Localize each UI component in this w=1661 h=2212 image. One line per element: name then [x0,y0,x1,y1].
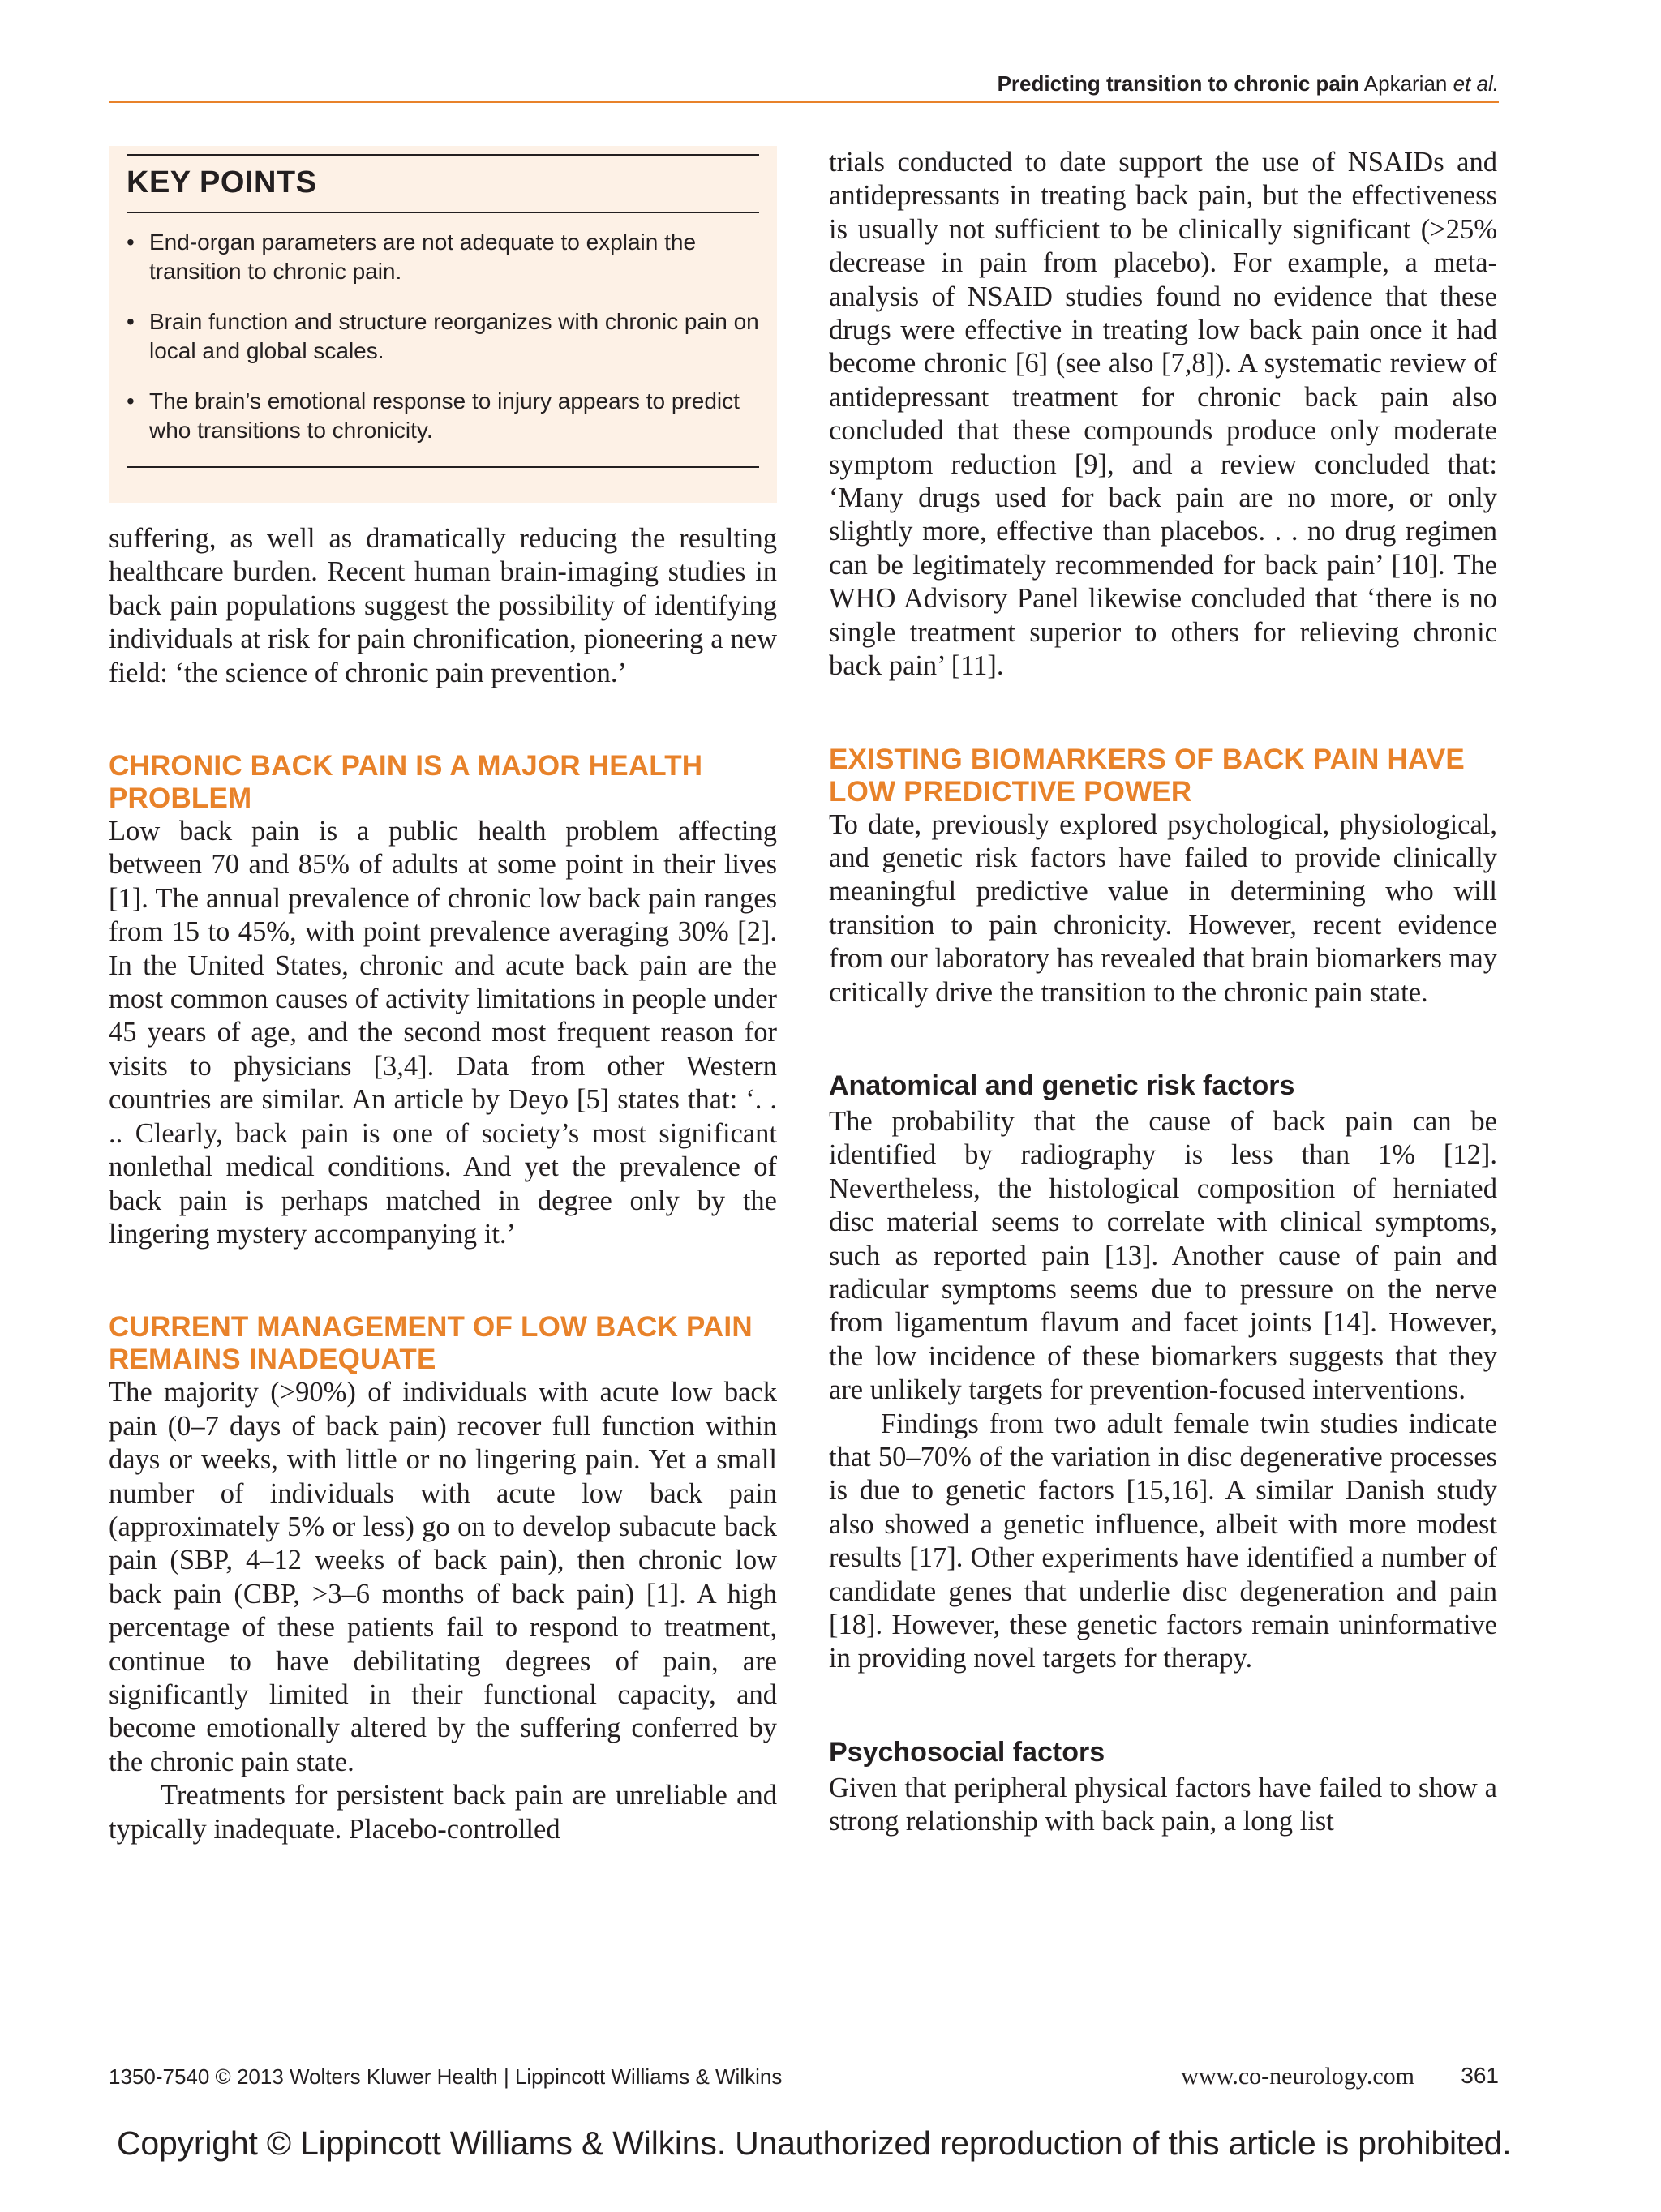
key-points-bottom-rule [127,466,759,468]
subsection-heading-anatomical-genetic: Anatomical and genetic risk factors [829,1070,1295,1101]
footer-website: www.co-neurology.com [1181,2063,1414,2090]
key-points-box [109,146,777,503]
continued-paragraph: trials conducted to date support the use of NSAIDs and antidepressants in treating back pain, but the effectiveness is usually not sufficient to be clinically significant (>25% decrease in pain from placebo). For example, a meta-analysis of NSAID studies found no evidence that these drugs were effective in treating low back pain once it had become chronic [6] (see also [7,8]). A systematic review of antidepressant treatment for chronic back pain also concluded that these compounds produce only moderate symptom reduction [9], and a review concluded that: ‘Many drugs used for back pain are no more, or only slightly more, effective than placebos. . . no drug regimen can be legitimately recommended for back pain’ [10]. The WHO Advisory Panel likewise concluded that ‘there is no single treatment superior to others for relieving chronic back pain’ [11]. [829,147,1497,682]
running-head-etal: et al. [1453,71,1499,96]
section-paragraph: The majority (>90%) of individuals with acute low back pain (0–7 days of back pain) recover full function within days or weeks, with little or no lingering pain. Yet a small number of individuals with acute low back pain (approximately 5% or less) go on to develop subacute back pain (SBP, 4–12 weeks of back pain), then chronic low back pain (CBP, >3–6 months of back pain) [1]. A high percentage of these patients fail to respond to treatment, continue to have debilitating degrees of pain, are significantly limited in their functional capacity, and become emotionally altered by the suffering conferred by the chronic pain state. [109,1377,777,1777]
key-points-title: KEY POINTS [127,165,317,199]
section-paragraph: Treatments for persistent back pain are unreliable and typically inadequate. Placebo-controlled [109,1780,777,1845]
section-paragraph: Low back pain is a public health problem affecting between 70 and 85% of adults at some point in their lives [1]. The annual prevalence of chronic low back pain ranges from 15 to 45%, with point prevalence averaging 30% [2]. In the United States, chronic and acute back pain are the most common causes of activity limitations in people under 45 years of age, and the second most frequent reason for visits to physicians [3,4]. Data from other Western countries are similar. An article by Deyo [5] states that: ‘. . .. Clearly, back pain is one of society’s most significant nonlethal medical conditions. And yet the prevalence of back pain is perhaps matched in degree only by the lingering mystery accompanying it.’ [109,816,778,1250]
page-number: 361 [1461,2063,1499,2088]
key-points-title-rule [127,212,759,213]
intro-paragraph: suffering, as well as dramatically reducing the resulting healthcare burden. Recent human brain-imaging studies in back pain populations suggest the possibility of identifying individuals at risk for pain chronification, pioneering a new field: ‘the science of chronic pain prevention.’ [109,523,777,688]
key-points-top-rule [127,154,759,156]
key-point-item: • The brain’s emotional response to injury appears to predict who transitions to chronicity. [127,387,759,445]
footer-issn-publisher: 1350-7540 © 2013 Wolters Kluwer Health | Lippincott Williams & Wilkins [109,2064,783,2089]
section-paragraph: Findings from two adult female twin studies indicate that 50–70% of the variation in disc degenerative processes is due to genetic factors [15,16]. A similar Danish study also showed a genetic influence, albeit with more modest results [17]. Other experiments have identified a number of candidate genes that underlie disc degeneration and pain [18]. However, these genetic factors remain uninformative in providing novel targets for therapy. [829,1408,1497,1674]
section-heading-chronic-back-pain: CHRONIC BACK PAIN IS A MAJOR HEALTH PROBLEM [109,750,703,815]
subsection-heading-psychosocial: Psychosocial factors [829,1736,1105,1768]
right-column [829,146,1497,1839]
running-head [998,71,1499,96]
running-head-authors: Apkarian [1363,71,1448,96]
key-point-item: • End-organ parameters are not adequate to explain the transition to chronic pain. [127,228,759,286]
copyright-notice: Copyright © Lippincott Williams & Wilkins. Unauthorized reproduction of this article is prohibited. [117,2124,1512,2162]
header-divider [109,101,1499,103]
section-paragraph: To date, previously explored psychological, physiological, and genetic risk factors have failed to provide clinically meaningful predictive value in determining who will transition to pain chronicity. However, recent evidence from our laboratory has revealed that brain biomarkers may critically drive the transition to the chronic pain state. [829,808,1497,1008]
left-column [109,146,777,1846]
section-heading-current-management: CURRENT MANAGEMENT OF LOW BACK PAIN REMAINS INADEQUATE [109,1311,753,1376]
section-paragraph: The probability that the cause of back pain can be identified by radiography is less than 1% [12]. Nevertheless, the histological composition of herniated disc material seems to correlate with clinical symptoms, such as reported pain [13]. Another cause of pain and radicular symptoms seems due to pressure on the nerve from ligamentum flavum and facet joints [14]. However, the low incidence of these biomarkers suggests that they are unlikely targets for prevention-focused interventions. [829,1105,1497,1406]
section-paragraph: Given that peripheral physical factors have failed to show a strong relationship with back pain, a long list [829,1772,1497,1837]
key-point-item: • Brain function and structure reorganizes with chronic pain on local and global scales. [127,307,759,366]
key-points-list [127,228,759,445]
running-head-title: Predicting transition to chronic pain [997,71,1359,96]
section-heading-existing-biomarkers: EXISTING BIOMARKERS OF BACK PAIN HAVE LOW PREDICTIVE POWER [829,743,1465,808]
